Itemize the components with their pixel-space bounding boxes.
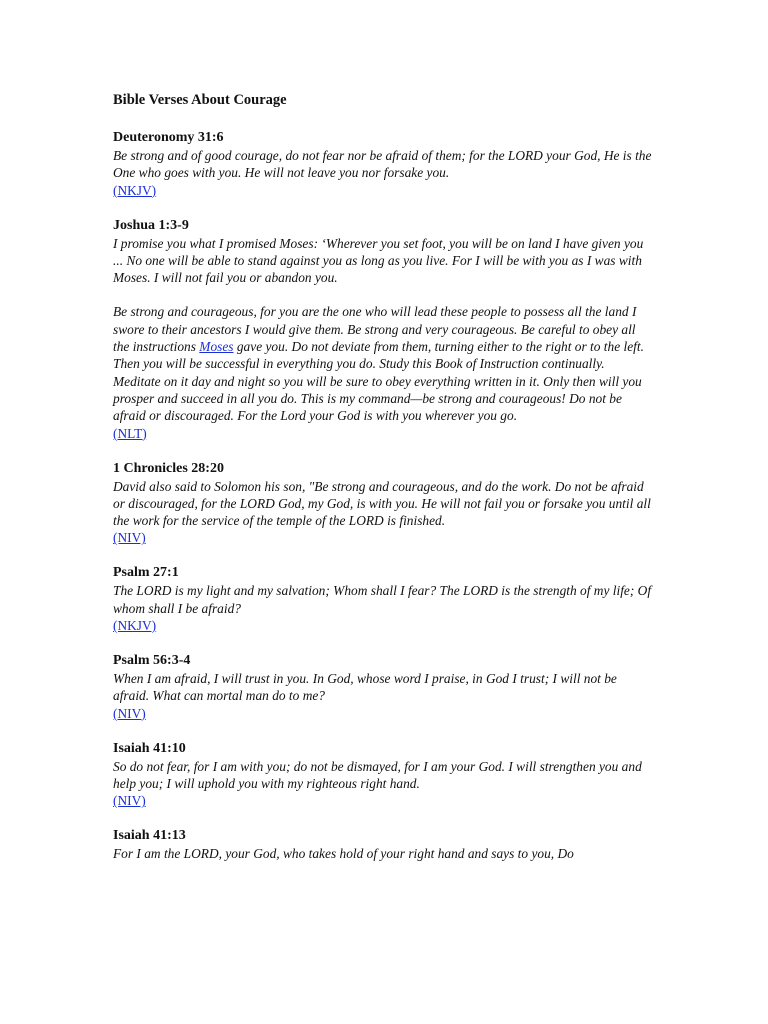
entry-psalm-27-1	[113, 564, 653, 635]
entry-isaiah-41-10	[113, 740, 653, 811]
verse-reference: Deuteronomy 31:6	[113, 130, 224, 145]
verse-text: I promise you what I promised Moses: ‘Wherever you set foot, you will be on land I have given you ... No one will be able to stand against you as long as you live. For I will be with you as I was with Moses. I will not fail you or abandon you.	[113, 235, 644, 286]
verse-reference: 1 Chronicles 28:20	[113, 460, 224, 476]
verse-text: For I am the LORD, your God, who takes hold of your right hand and says to you, Do	[113, 846, 574, 862]
verse-text-continued	[113, 303, 653, 424]
verse-reference: Psalm 27:1	[113, 565, 179, 581]
version-link[interactable]: (NKJV)	[113, 618, 157, 634]
document-title: Bible Verses About Courage	[113, 92, 287, 108]
document-page	[113, 90, 653, 880]
version-link[interactable]: (NIV)	[113, 530, 146, 546]
verse-reference: Isaiah 41:10	[113, 740, 186, 756]
moses-link[interactable]: Moses	[199, 339, 234, 355]
verse-reference: Joshua 1:3-9	[113, 217, 189, 233]
entry-joshua-1-3-9	[113, 217, 653, 443]
version-link[interactable]: (NIV)	[113, 793, 146, 809]
verse-text: Be strong and of good courage, do not fear nor be afraid of them; for the LORD your God, He is the One who goes with you. He will not leave you nor forsake you.	[113, 148, 652, 181]
verse-reference: Isaiah 41:13	[113, 828, 186, 844]
version-link[interactable]: (NIV)	[113, 705, 146, 721]
verse-reference: Psalm 56:3-4	[113, 653, 191, 669]
entry-psalm-56-3-4	[113, 652, 653, 723]
entry-isaiah-41-13	[113, 827, 653, 862]
version-link[interactable]: (NLT)	[113, 425, 147, 441]
verse-text-part: gave you. Do not deviate from them, turning either to the right or to the left. Then you will be successful in everything you do. Study this Book of Instruction continually. Meditate on it day and night so you will be sure to obey everything written in it. Only then will you prosper and succeed in all you do. This is my command—be strong and courageous! Do not be afraid or discouraged. For the Lord your God is with you wherever you go.	[113, 339, 644, 424]
version-link[interactable]: (NKJV)	[113, 182, 157, 198]
verse-text: The LORD is my light and my salvation; Whom shall I fear? The LORD is the strength of my life; Of whom shall I be afraid?	[113, 583, 652, 616]
verse-text: When I am afraid, I will trust in you. In God, whose word I praise, in God I trust; I will not be afraid. What can mortal man do to me?	[113, 671, 617, 704]
entry-1-chronicles-28-20	[113, 460, 653, 548]
verse-text: So do not fear, for I am with you; do not be dismayed, for I am your God. I will strengthen you and help you; I will uphold you with my righteous right hand.	[113, 758, 642, 791]
verse-text-part: Be strong and courageous, for you are the one who will lead these people to possess all the land I swore to their ancestors I would give them. Be strong and very courageous. Be careful to obey all the instructions	[113, 304, 637, 355]
entry-deuteronomy-31-6	[113, 129, 653, 200]
verse-text: David also said to Solomon his son, "Be strong and courageous, and do the work. Do not be afraid or discouraged, for the LORD God, my God, is with you. He will not fail you or forsake you until all the work for the service of the temple of the LORD is finished.	[113, 478, 651, 529]
